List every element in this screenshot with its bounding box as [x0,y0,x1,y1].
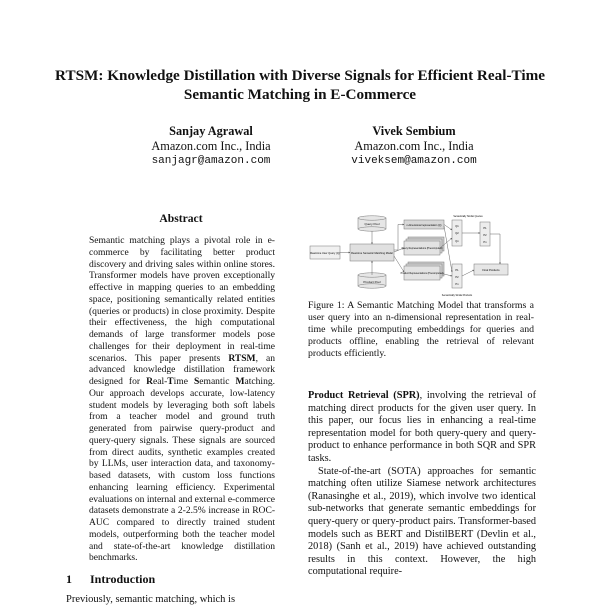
paper-title: RTSM: Knowledge Distillation with Diverse Signals for Efficient Real-Time Semantic Matching in E-Commerce [55,67,545,103]
qn-label: Qn [455,240,459,243]
abstract-t: T [167,376,174,387]
abstract-part: atching [244,376,273,387]
product-pool-cylinder [358,273,386,288]
abstract-part: . Our approach develops accurate, low-latency student models by leveraging both soft labels from a teacher model and ground truth generated from pairwise query-product and query-query signals. These signals are sourced from direct audits, synthetic examples created by LLMs, user interaction data, and taxonomy-based datasets, with custom loss functions enhancing learning efficiency. Experimental evaluations on internal and external e-commerce datasets demonstrate a 2-2.5% increase in ROC-AUC compared to directly trained student models, outperforming both the teacher model and state-of-the-art knowledge distillation benchmarks. [89,376,276,564]
author-name: Sanjay Agrawal [169,124,253,138]
product-rep-label: Product Representations (Precomputed) [400,272,444,275]
intro-first-line: Previously, semantic matching, which is [66,594,236,605]
abstract-s: S [193,376,200,387]
figure-1-caption: Figure 1: A Semantic Matching Model that transforms a user query into an n-dimensional representation in real-time while precomputing embeddings for queries and products offline, enabling the retrieval of relevant products efficiently. [308,300,534,359]
author-1 [101,124,321,169]
ndim-rep-label: n-dimensional representation (Q) [406,224,442,227]
author-name: Vivek Sembium [372,124,456,138]
paragraph: State-of-the-art (SOTA) approaches for semantic matching often utilize Siamese network architectures (Ranasinghe et al., 2019), which involve two identical sub-networks that generate semantic embeddings for query-query or query-product pairs. Transformer-based models such as BERT and DistilBERT (Devlin et al., 2018) (Sanh et al., 2019) have achieved outstanding results in this context. However, the high computational require- [308,465,536,578]
product-pool-label: Product Pool [363,280,381,284]
abstract-part: emantic [199,376,236,387]
spr-term: Product Retrieval (SPR) [308,390,420,401]
section-heading-introduction [66,572,155,587]
q1-label: Q1 [455,225,459,228]
p1-label-lower: P1 [455,269,459,272]
product-rep-stack [401,262,444,280]
abstract-heading: Abstract [159,212,203,225]
realtime-query-label: Real-time User Query (Q) [310,252,340,255]
query-rep-label: Query Representations (Precomputed) [401,247,443,250]
abstract-part: eal- [152,376,168,387]
author-email: viveksem@amazon.com [351,155,477,167]
query-rep-stack [401,237,444,255]
abstract-part: ime [173,376,194,387]
query-pool-cylinder [358,216,386,231]
right-column-text [308,390,536,579]
q2-label: Q2 [455,232,459,235]
section-number: 1 [66,572,72,586]
abstract-r: R [146,376,153,387]
abstract-part: Semantic matching plays a pivotal role in e-commerce by facilitating better product discovery and driving sales within online stores. Transformer models have proven exceptionally effective in mapping queries to an embedding space, positioning semantically related entities (queries or products) in close proximity. Despite their effectiveness, the high computational demands of large transformer models pose challenges for their deployment in real-time scenarios. This paper presents [89,235,275,364]
figure-1-diagram [308,206,516,304]
abstract-text [89,235,275,564]
abstract-rtsm: RTSM [228,352,256,364]
author-affiliation: Amazon.com Inc., India [354,139,474,153]
section-title: Introduction [90,572,156,586]
pn-label-lower: Pn [455,283,459,286]
paragraph-text: , involving the retrieval of matching direct products for the given user query. In this paper, our focus lies in enhancing a real-time representation model for both query-query and query-product to enhance performance in both SQR and SPR tasks. [308,390,536,464]
matching-model-label: Real-time Semantic Matching Model [351,252,393,255]
paragraph [308,390,536,466]
similar-products-label: Semantically Similar Products [441,295,473,297]
author-2 [304,124,524,169]
query-pool-label: Query Pool [364,222,380,226]
author-affiliation: Amazon.com Inc., India [151,139,271,153]
similar-queries-label: Semantically Similar Queries [453,216,483,218]
abstract-part: , an advanced knowledge distillation framework designed for [89,352,275,387]
abstract-m: M [235,376,245,387]
p2-label-upper: P2 [483,234,487,237]
p1-label-upper: P1 [483,227,487,230]
final-products-label: Final Products [482,269,500,272]
author-email: sanjagr@amazon.com [151,155,271,167]
p2-label-lower: P2 [455,276,459,279]
pn-label-upper: Pn [483,241,487,244]
